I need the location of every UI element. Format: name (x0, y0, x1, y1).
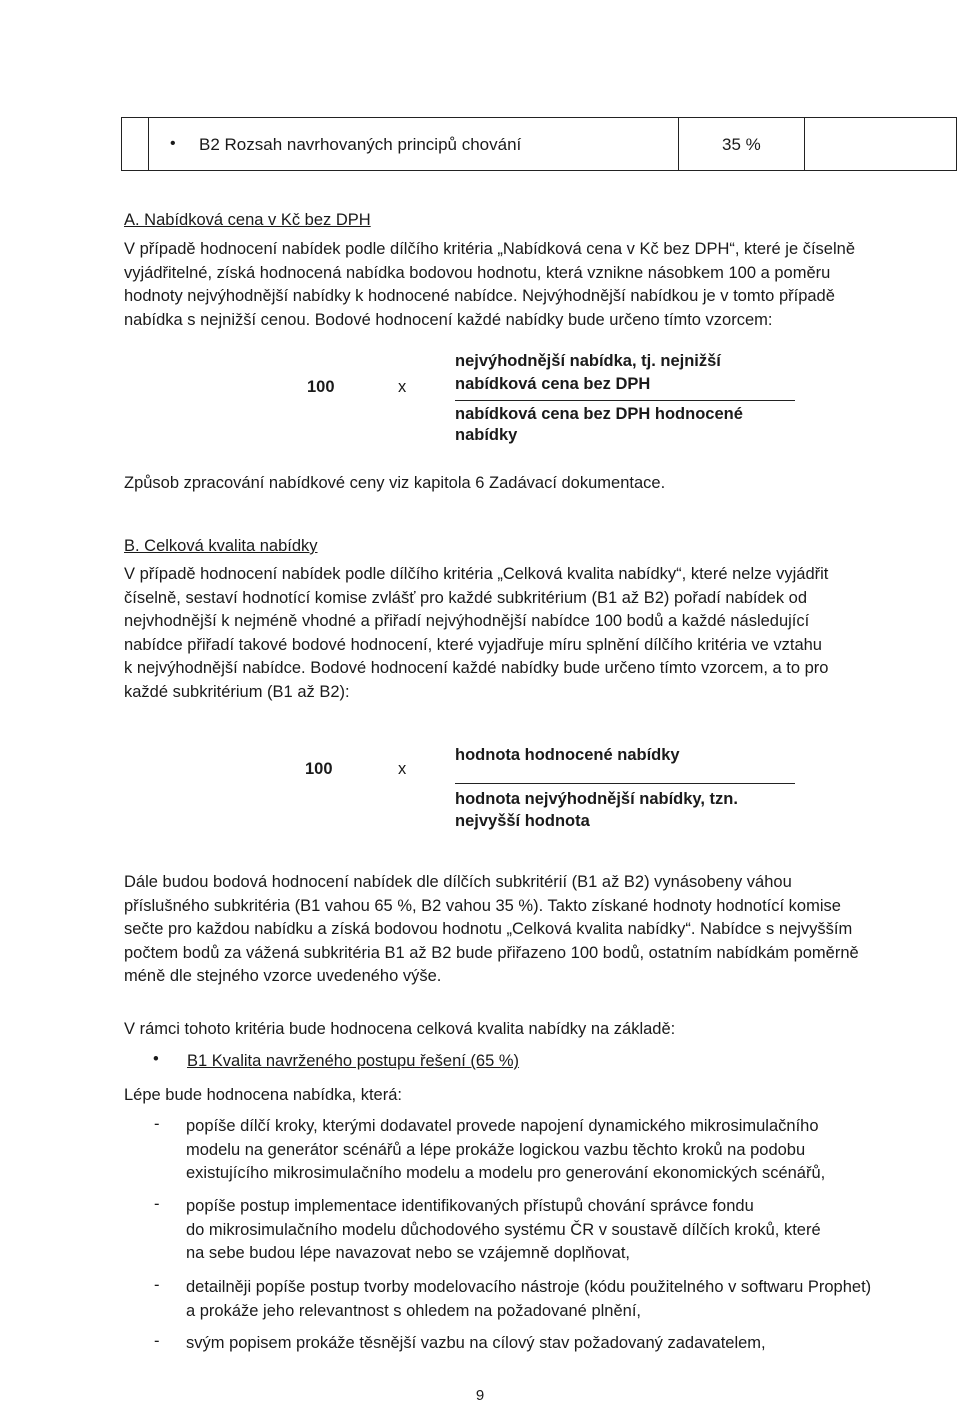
formula-a-fraction-line (455, 400, 795, 401)
table-weight: 35 % (722, 135, 761, 154)
text-line: méně dle stejného vzorce uvedeného výše. (124, 967, 442, 985)
text-line: na sebe budou lépe navazovat nebo se vzájemně doplňovat, (186, 1244, 630, 1262)
formula-b-denominator-2: nejvyšší hodnota (455, 812, 590, 830)
table-subcriterion-label: B2 Rozsah navrhovaných principů chování (199, 135, 522, 154)
formula-a-denominator-1: nabídková cena bez DPH hodnocené (455, 405, 743, 423)
text-line: hodnoty nejvýhodnější nabídky k hodnocené nabídce. Nejvýhodnější nabídkou je v tomto případě (124, 287, 835, 305)
text-line: detailněji popíše postup tvorby modelovacího nástroje (kódu použitelného v softwaru Prophet) (186, 1278, 872, 1296)
text-line: nabídce přiřadí takové bodové hodnocení, které vyjadřuje míru splnění dílčího kritéria ve vztahu (124, 635, 822, 654)
text-line: svým popisem prokáže těsnější vazbu na cílový stav požadovaný zadavatelem, (186, 1334, 766, 1352)
text-line: vyjádřitelné, získá hodnocená nabídka bodovou hodnotu, která vznikne násobkem 100 a poměru (124, 263, 831, 282)
formula-a-times: x (398, 378, 407, 396)
section-b-weighting-paragraph (124, 871, 946, 989)
text-line: číselně, sestaví hodnotící komise zvlášť pro každé subkritérium (B1 až B2) pořadí nabídek od (124, 588, 808, 607)
section-a-paragraph (124, 238, 946, 332)
formula-a-factor: 100 (307, 378, 335, 396)
bullet-icon: • (170, 135, 176, 152)
text-line: existujícího mikrosimulačního modelu a modelu pro generování ekonomických scénářů, (186, 1164, 826, 1182)
section-b-paragraph (124, 563, 946, 704)
formula-b-factor: 100 (305, 760, 333, 778)
subcriterion-b1-label: B1 Kvalita navrženého postupu řešení (65 %) (187, 1052, 520, 1070)
bullet-icon: • (153, 1050, 159, 1068)
section-b-basis-text: V rámci tohoto kritéria bude hodnocena celková kvalita nabídky na základě: (124, 1020, 676, 1038)
formula-b-fraction-line (455, 783, 795, 784)
table-cell-empty (122, 118, 149, 170)
section-b-heading: B. Celková kvalita nabídky (124, 537, 318, 555)
section-a-note: Způsob zpracování nabídkové ceny viz kapitola 6 Zadávací dokumentace. (124, 474, 666, 492)
text-line: V případě hodnocení nabídek podle dílčího kritéria „Nabídková cena v Kč bez DPH“, které je číselně (124, 240, 855, 258)
text-line: k nejvýhodnější nabídce. Bodové hodnocení každé nabídky bude určeno tímto vzorcem, a to pro (124, 659, 829, 677)
text-line: Dále budou bodová hodnocení nabídek dle dílčích subkritérií (B1 až B2) vynásobeny váhou (124, 873, 792, 891)
formula-a-numerator-1: nejvýhodnější nabídka, tj. nejnižší (455, 352, 721, 370)
formula-a-denominator-2: nabídky (455, 426, 518, 444)
formula-b-denominator-1: hodnota nejvýhodnější nabídky, tzn. (455, 790, 738, 808)
formula-b-times: x (398, 760, 407, 778)
dash-bullet-icon: - (154, 1332, 160, 1350)
text-line: a prokáže jeho relevantnost s ohledem na požadované plnění, (186, 1301, 641, 1320)
text-line: příslušného subkritéria (B1 vahou 65 %, B2 vahou 35 %). Takto získané hodnoty hodnotící komise (124, 896, 841, 915)
formula-b-numerator: hodnota hodnocené nabídky (455, 746, 680, 764)
text-line: nejvhodnější k nejméně vhodné a přiřadí nejvýhodnější nabídce 100 bodů a každé následující (124, 612, 810, 630)
text-line: V případě hodnocení nabídek podle dílčího kritéria „Celková kvalita nabídky“, které nelze vyjádřit (124, 565, 829, 583)
text-line: do mikrosimulačního modelu důchodového systému ČR v soustavě dílčích kroků, které (186, 1220, 821, 1239)
text-line: počtem bodů za vážená subkritéria B1 až B2 bude přiřazeno 100 bodů, ostatním nabídkám poměrně (124, 943, 859, 962)
better-evaluated-intro: Lépe bude hodnocena nabídka, která: (124, 1086, 402, 1104)
text-line: modelu na generátor scénářů a lépe prokáže logickou vazbu těchto kroků na podobu (186, 1140, 806, 1159)
section-a-heading: A. Nabídková cena v Kč bez DPH (124, 211, 371, 229)
text-line: sečte pro každou nabídku a získá bodovou hodnotu „Celková kvalita nabídky“. Nabídce s nejvyšším (124, 920, 853, 938)
text-line: nabídka s nejnižší cenou. Bodové hodnocení každé nabídky bude určeno tímto vzorcem: (124, 310, 773, 329)
dash-bullet-icon: - (154, 1276, 160, 1294)
dash-bullet-icon: - (154, 1115, 160, 1133)
dash-bullet-icon: - (154, 1195, 160, 1213)
criteria-table-row (121, 117, 957, 171)
text-line: popíše dílčí kroky, kterými dodavatel provede napojení dynamického mikrosimulačního (186, 1117, 819, 1135)
formula-a-numerator-2: nabídková cena bez DPH (455, 375, 651, 393)
page-number: 9 (475, 1387, 485, 1404)
text-line: popíše postup implementace identifikovaných přístupů chování správce fondu (186, 1197, 754, 1215)
text-line: každé subkritérium (B1 až B2): (124, 682, 350, 701)
